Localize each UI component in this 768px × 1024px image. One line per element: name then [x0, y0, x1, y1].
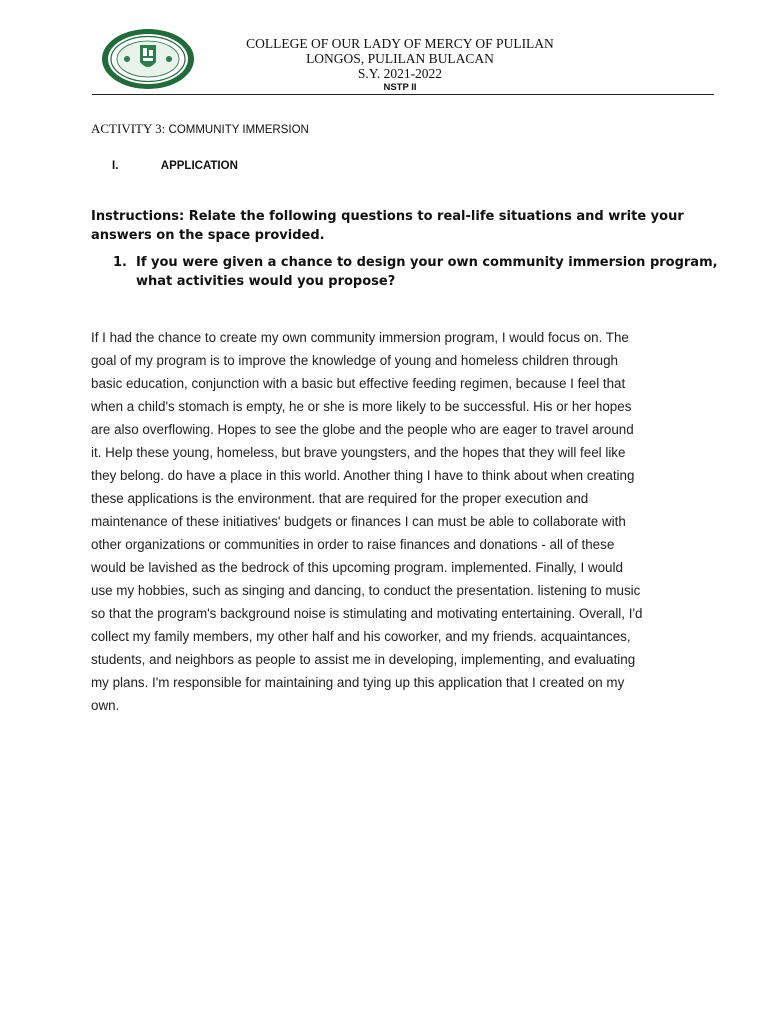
activity-name: COMMUNITY IMMERSION: [168, 124, 309, 136]
answer-line: students, and neighbors as people to assist me in developing, implementing, and evaluating: [91, 652, 636, 667]
activity-prefix: ACTIVITY 3:: [91, 121, 169, 136]
answer-line: so that the program's background noise is stimulating and motivating entertaining. Overall, I'd: [91, 606, 643, 621]
answer-line: use my hobbies, such as singing and dancing, to conduct the presentation. listening to music: [91, 583, 641, 598]
activity-title: [91, 121, 309, 137]
answer-paragraph: [91, 326, 717, 717]
school-year: S.Y. 2021-2022: [357, 66, 443, 81]
answer-line: maintenance of these initiatives' budgets or finances I can must be able to collaborate with: [91, 514, 626, 529]
answer-line: other organizations or communities in order to raise finances and donations - all of these: [91, 537, 615, 552]
answer-line: when a child's stomach is empty, he or she is more likely to be successful. His or her hopes: [91, 399, 632, 414]
answer-line: they belong. do have a place in this world. Another thing I have to think about when creating: [91, 468, 635, 483]
section-heading: [112, 160, 238, 172]
header-divider: [92, 94, 714, 95]
answer-line: would be lavished as the bedrock of this upcoming program. implemented. Finally, I would: [91, 560, 623, 575]
document-header: [200, 36, 600, 94]
college-address: LONGOS, PULILAN BULACAN: [306, 51, 494, 66]
college-seal-logo: [100, 28, 196, 90]
answer-line: goal of my program is to improve the knowledge of young and homeless children through: [91, 353, 618, 368]
course-code: NSTP II: [383, 82, 417, 93]
answer-line: basic education, conjunction with a basic but effective feeding regimen, because I feel that: [91, 376, 626, 391]
instructions-text: Instructions: Relate the following questions to real-life situations and write your answers on the space provided.: [91, 209, 684, 243]
section-number: I.: [112, 160, 119, 172]
question-item: [113, 253, 756, 291]
answer-line: it. Help these young, homeless, but brave youngsters, and the hopes that they will feel like: [91, 445, 626, 460]
answer-line: are also overflowing. Hopes to see the globe and the people who are eager to travel around: [91, 422, 634, 437]
question-text: If you were given a chance to design your own community immersion program, what activities would you propose?: [136, 255, 718, 289]
answer-line: If I had the chance to create my own community immersion program, I would focus on. The: [91, 330, 629, 345]
answer-line: collect my family members, my other half and his coworker, and my friends. acquaintances,: [91, 629, 631, 644]
answer-line: my plans. I'm responsible for maintaining and tying up this application that I created on my: [91, 675, 625, 690]
section-title: APPLICATION: [160, 160, 238, 172]
answer-line: these applications is the environment. that are required for the proper execution and: [91, 491, 589, 506]
question-number: 1.: [113, 255, 127, 270]
college-name: COLLEGE OF OUR LADY OF MERCY OF PULILAN: [246, 36, 554, 51]
answer-line: own.: [91, 698, 120, 713]
